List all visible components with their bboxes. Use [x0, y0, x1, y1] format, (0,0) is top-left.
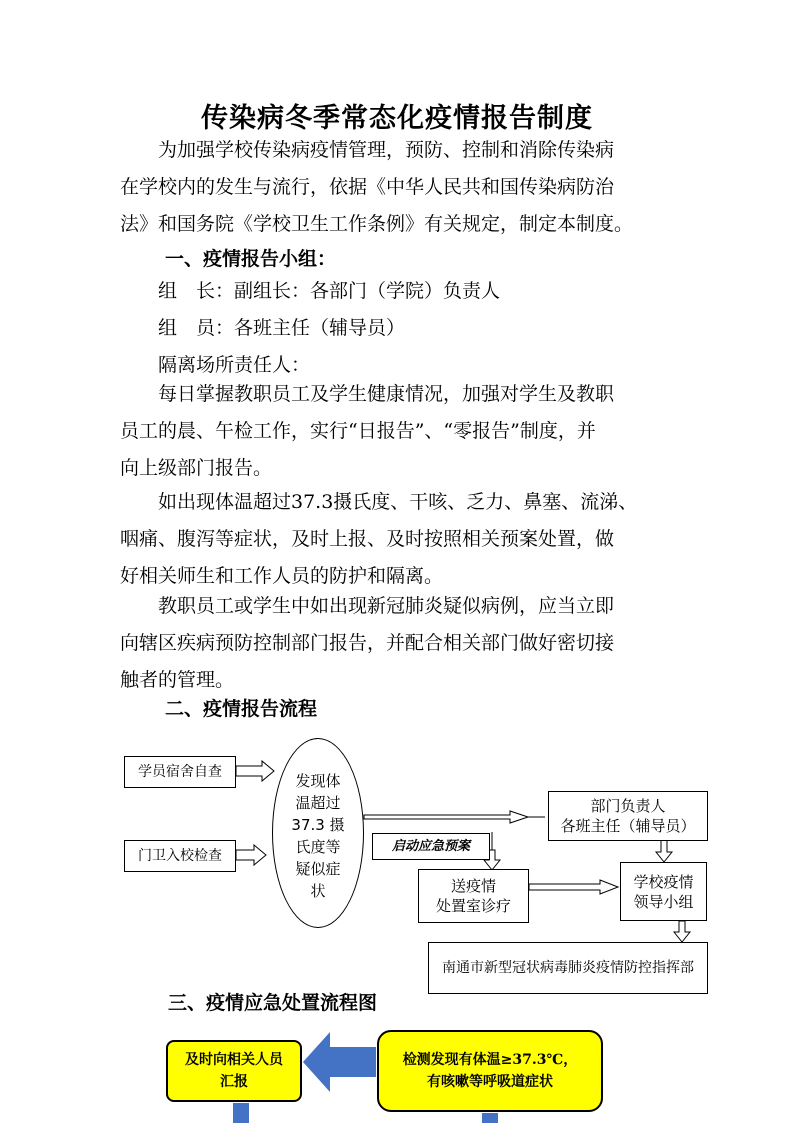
- dorm-self-check-box: 学员宿舍自查: [124, 756, 236, 788]
- leader-group-box: [620, 862, 707, 921]
- section-heading-emergency-flow: 三、疫情应急处置流程图: [168, 992, 378, 1014]
- intro-line: 为加强学校传染病疫情管理，预防、控制和消除传染病: [120, 139, 615, 161]
- ellipse-line: 温超过: [295, 794, 341, 812]
- detect-line: 检测发现有体温≥37.3℃，: [402, 1052, 578, 1068]
- command-center-box: 南通市新型冠状病毒肺炎疫情防控指挥部: [428, 942, 708, 994]
- ellipse-line: 氏度等: [295, 838, 341, 856]
- group-leader-line: 组 长：副组长：各部门（学院）负责人: [120, 280, 501, 302]
- intro-line: 在学校内的发生与流行，依据《中华人民共和国传染病防治: [120, 176, 615, 198]
- clinic-line: 送疫情: [450, 877, 496, 895]
- dept-line: 部门负责人: [590, 797, 666, 815]
- page-title: 传染病冬季常态化疫情报告制度: [201, 103, 593, 134]
- leader-line: 领导小组: [633, 892, 694, 911]
- detect-line: 有咳嗽等呼吸道症状: [426, 1074, 553, 1090]
- paragraph-line: 向上级部门报告。: [120, 457, 273, 479]
- blue-arrow-left: [303, 1032, 376, 1092]
- ellipse-text: [283, 770, 353, 902]
- arrow-dorm-to-ellipse: [236, 761, 274, 781]
- paragraph-line: 触者的管理。: [120, 669, 235, 691]
- ellipse-line: 状: [310, 882, 326, 900]
- paragraph-line: 向辖区疾病预防控制部门报告，并配合相关部门做好密切接: [120, 632, 615, 654]
- report-line: 及时向相关人员: [185, 1052, 283, 1068]
- paragraph-line: 咽痛、腹泻等症状，及时上报、及时按照相关预案处置，做: [120, 528, 615, 550]
- paragraph-line: 每日掌握教职员工及学生健康情况，加强对学生及教职: [120, 383, 615, 405]
- report-to-personnel-box: [166, 1040, 302, 1102]
- clinic-line: 处置室诊疗: [435, 897, 511, 915]
- paragraph-line: 如出现体温超过37.3摄氏度、干咳、乏力、鼻塞、流涕、: [120, 491, 638, 513]
- arrow-clinic-to-leader: [529, 880, 618, 894]
- clinic-box: [418, 869, 529, 923]
- paragraph-line: 教职员工或学生中如出现新冠肺炎疑似病例，应当立即: [120, 595, 615, 617]
- gate-check-box: 门卫入校检查: [124, 840, 236, 872]
- dept-head-box: [548, 791, 708, 841]
- dept-line: 各班主任（辅导员）: [560, 817, 696, 835]
- arrow-leader-to-command: [674, 921, 690, 942]
- blue-arrow-down-left: [233, 1103, 249, 1123]
- ellipse-line: 发现体: [295, 772, 341, 790]
- ellipse-line: 37.3 摄: [291, 816, 345, 834]
- section-heading-report-group: 一、疫情报告小组：: [165, 248, 337, 270]
- blue-arrow-down-right: [482, 1113, 498, 1123]
- paragraph-line: 员工的晨、午检工作，实行“日报告”、“零报告”制度，并: [120, 420, 596, 442]
- arrow-gate-to-ellipse: [236, 845, 266, 865]
- group-member-line: 组 员：各班主任（辅导员）: [120, 317, 406, 339]
- arrow-ellipse-to-dept: [364, 811, 528, 823]
- isolation-responsible-line: 隔离场所责任人：: [120, 354, 311, 376]
- intro-line: 法》和国务院《学校卫生工作条例》有关规定，制定本制度。: [120, 213, 634, 235]
- arrow-dept-to-leader: [656, 840, 672, 862]
- temperature-detected-box: [377, 1030, 603, 1112]
- start-emergency-plan-scroll: 启动应急预案: [372, 833, 490, 860]
- section-heading-report-flow: 二、疫情报告流程: [165, 698, 318, 720]
- leader-line: 学校疫情: [633, 872, 694, 891]
- paragraph-line: 好相关师生和工作人员的防护和隔离。: [120, 565, 444, 587]
- report-line: 汇报: [220, 1074, 248, 1090]
- ellipse-line: 疑似症: [295, 860, 341, 878]
